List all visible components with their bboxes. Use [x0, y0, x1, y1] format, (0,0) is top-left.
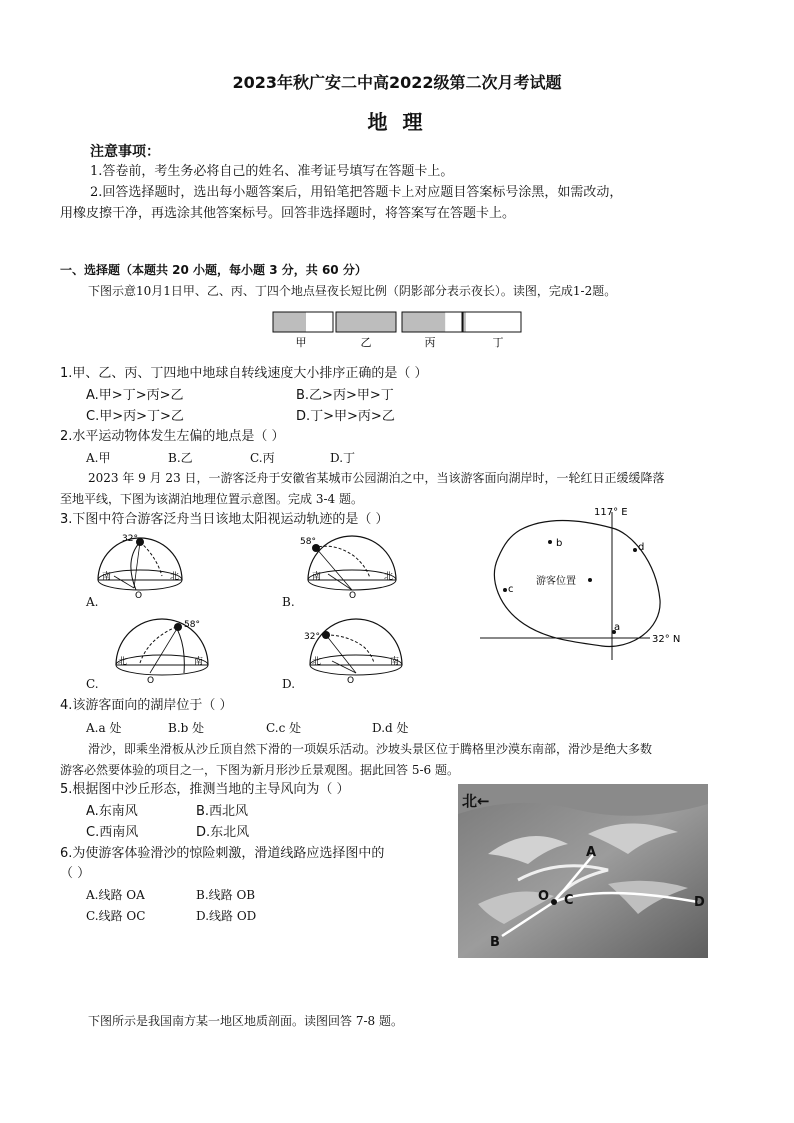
- night-bar-bing: [402, 312, 445, 332]
- q4-option-d[interactable]: D.d 处: [372, 721, 409, 735]
- q3-option-c[interactable]: C.: [86, 677, 99, 691]
- section-intro: 下图示意10月1日甲、乙、丙、丁四个地点昼夜长短比例（阴影部分表示夜长）。读图，完成1-2题。: [88, 284, 617, 298]
- bar-label-jia: 甲: [295, 336, 307, 349]
- photo-point-d: D: [694, 895, 705, 910]
- q5-stem: 5.根据图中沙丘形态，推测当地的主导风向为（ ）: [60, 782, 350, 797]
- q1-option-b[interactable]: B.乙>丙>甲>丁: [296, 388, 394, 403]
- diagram-c-left: 北: [118, 657, 128, 667]
- q2-option-d[interactable]: D.丁: [330, 451, 356, 465]
- daylight-chart: [270, 310, 530, 350]
- passage2-line-1: 2023 年 9 月 23 日，一游客泛舟于安徽省某城市公园湖泊之中，当该游客面向湖岸时，一轮红日正缓缓降落: [88, 471, 665, 485]
- photo-point-a: A: [586, 845, 597, 860]
- q3-stem: 3.下图中符合游客泛舟当日该地太阳视运动轨迹的是（ ）: [60, 512, 389, 527]
- q6-stem: 6.为使游客体验滑沙的惊险刺激，滑道线路应选择图中的: [60, 846, 385, 861]
- q4-option-a[interactable]: A.a 处: [86, 721, 122, 735]
- diagram-a-right: 北: [170, 572, 180, 582]
- diagram-b-right: 北: [384, 572, 394, 582]
- q4-option-c[interactable]: C.c 处: [266, 721, 302, 735]
- diagram-d-center: O: [347, 676, 355, 686]
- notice-item-2-line-2: 用橡皮擦干净，再选涂其他答案标号。回答非选择题时，将答案写在答题卡上。: [60, 206, 516, 221]
- q5-option-d[interactable]: D.东北风: [196, 825, 250, 840]
- q6-option-c[interactable]: C.线路 OC: [86, 909, 146, 923]
- diagram-d-angle: 32°: [304, 632, 320, 642]
- diagram-b-center: O: [349, 591, 357, 601]
- notice-heading: 注意事项：: [90, 144, 160, 160]
- lake-outline: [494, 521, 660, 647]
- bar-label-yi: 乙: [360, 336, 372, 349]
- notice-item-2-line-1: 2.回答选择题时，选出每小题答案后，用铅笔把答题卡上对应题目答案标号涂黑，如需改动，: [90, 185, 623, 200]
- diagram-c-angle: 58°: [184, 620, 200, 630]
- photo-point-o: O: [538, 889, 550, 904]
- diagram-a-center: O: [135, 591, 143, 601]
- q1-option-a[interactable]: A.甲>丁>丙>乙: [86, 388, 184, 403]
- point-a-label: a: [614, 622, 621, 633]
- north-arrow-label: 北←: [462, 792, 490, 810]
- sun-path-diagram-b: [298, 530, 408, 610]
- diagram-b-left: 南: [312, 572, 322, 582]
- diagram-b-angle: 58°: [300, 537, 316, 547]
- q5-option-c[interactable]: C.西南风: [86, 825, 139, 840]
- point-c-label: c: [508, 584, 514, 595]
- section-heading: 一、选择题（本题共 20 小题，每小题 3 分，共 60 分）: [60, 263, 367, 277]
- day-bar-frame-ding: [463, 312, 521, 332]
- bar-label-bing: 丙: [424, 336, 436, 349]
- night-bar-yi: [336, 312, 396, 332]
- diagram-d-right: 南: [390, 657, 400, 667]
- diagram-a-left: 南: [102, 572, 112, 582]
- night-bar-jia: [273, 312, 306, 332]
- q3-option-b[interactable]: B.: [282, 595, 295, 609]
- passage3-line-1: 滑沙，即乘坐滑板从沙丘顶自然下滑的一项娱乐活动。沙坡头景区位于腾格里沙漠东南部，滑沙是绝大多数: [88, 742, 653, 756]
- q2-stem: 2.水平运动物体发生左偏的地点是（ ）: [60, 429, 285, 444]
- q6-option-b[interactable]: B.线路 OB: [196, 888, 256, 902]
- q6-option-d[interactable]: D.线路 OD: [196, 909, 257, 923]
- q4-stem: 4.该游客面向的湖岸位于（ ）: [60, 698, 233, 713]
- q6-stem-bracket: （ ）: [60, 866, 91, 881]
- photo-point-c: C: [564, 893, 574, 908]
- passage2-line-2: 至地平线，下图为该湖泊地理位置示意图。完成 3-4 题。: [60, 492, 363, 506]
- q3-option-d[interactable]: D.: [282, 677, 296, 691]
- q5-option-b[interactable]: B.西北风: [196, 804, 249, 819]
- lake-location-map: [480, 500, 690, 660]
- q2-option-b[interactable]: B.乙: [168, 451, 193, 465]
- q1-option-d[interactable]: D.丁>甲>丙>乙: [296, 409, 395, 424]
- bar-label-ding: 丁: [492, 336, 504, 349]
- q6-option-a[interactable]: A.线路 OA: [86, 888, 145, 902]
- point-d-label: d: [638, 542, 645, 553]
- lat-label: 32° N: [652, 634, 681, 645]
- tourist-position-label: 游客位置: [536, 576, 576, 587]
- q2-option-a[interactable]: A.甲: [86, 451, 111, 465]
- q1-stem: 1.甲、乙、丙、丁四地中地球自转线速度大小排序正确的是（ ）: [60, 366, 428, 381]
- sun-path-diagram-c: [108, 615, 218, 690]
- q4-option-b[interactable]: B.b 处: [168, 721, 205, 735]
- subject-title: 地 理: [367, 110, 427, 134]
- notice-item-1: 1.答卷前，考生务必将自己的姓名、准考证号填写在答题卡上。: [90, 164, 454, 179]
- sun-path-diagram-d: [302, 615, 412, 690]
- sun-path-diagram-a: [84, 530, 194, 610]
- passage4-line-1: 下图所示是我国南方某一地区地质剖面。读图回答 7-8 题。: [88, 1014, 403, 1028]
- q2-option-c[interactable]: C.丙: [250, 451, 275, 465]
- photo-point-b: B: [490, 935, 500, 950]
- diagram-c-right: 南: [194, 657, 204, 667]
- diagram-d-left: 北: [312, 657, 322, 667]
- q3-option-a[interactable]: A.: [86, 595, 99, 609]
- crescent-dune-photo: [458, 784, 708, 958]
- passage3-line-2: 游客必然要体验的项目之一，下图为新月形沙丘景观图。据此回答 5-6 题。: [60, 763, 459, 777]
- diagram-c-center: O: [147, 676, 155, 686]
- q5-option-a[interactable]: A.东南风: [86, 804, 138, 819]
- lon-label: 117° E: [594, 507, 628, 518]
- q1-option-c[interactable]: C.甲>丙>丁>乙: [86, 409, 184, 424]
- diagram-a-angle: 32°: [122, 534, 138, 544]
- point-b-label: b: [556, 538, 563, 549]
- exam-title: 2023年秋广安二中高2022级第二次月考试题: [232, 73, 562, 92]
